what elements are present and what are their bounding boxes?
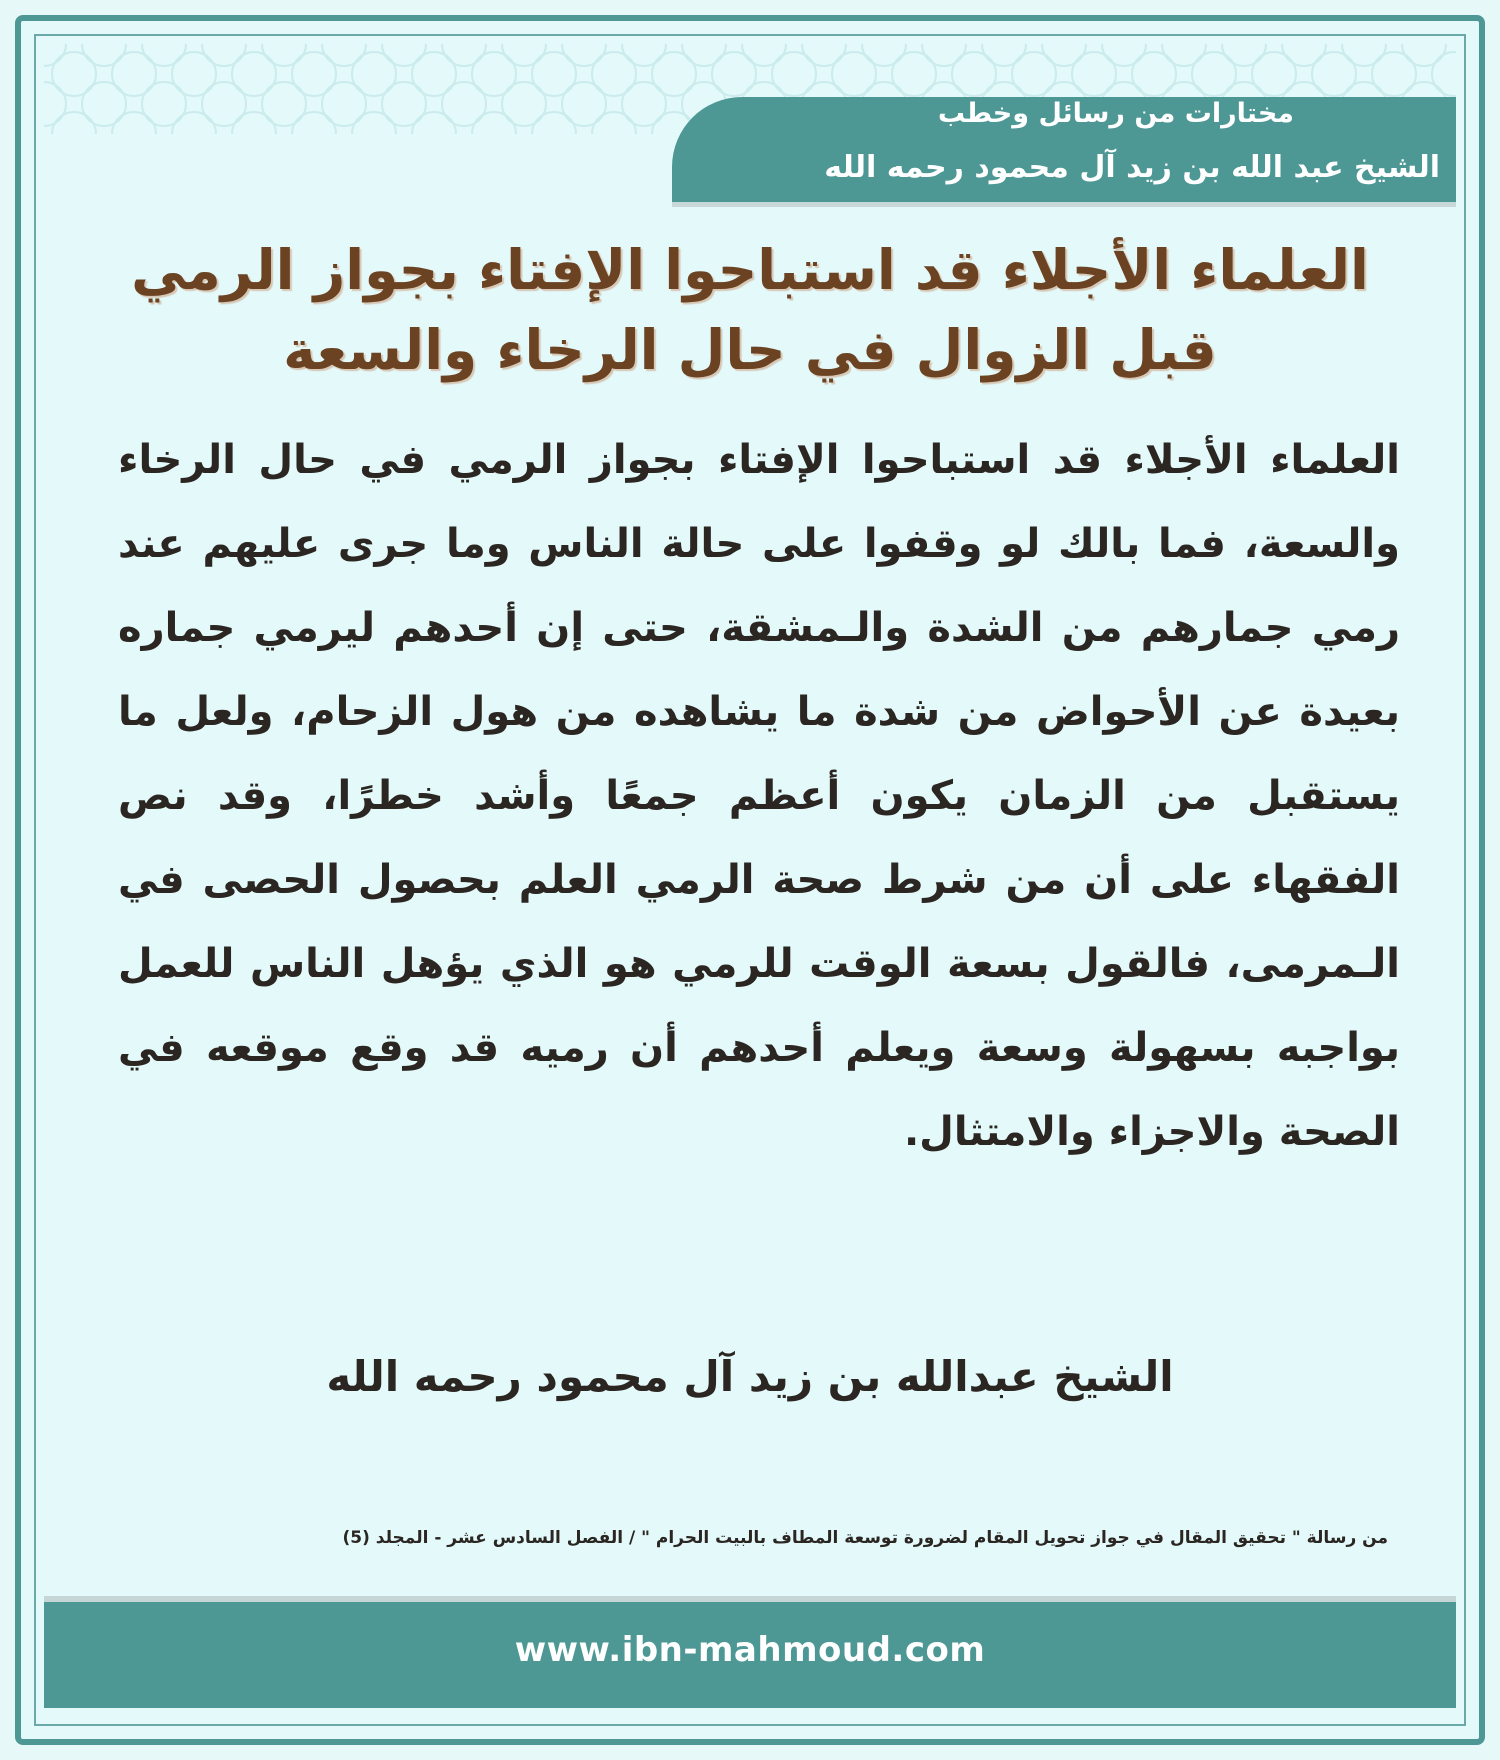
page-title-line-1: العلماء الأجلاء قد استباحوا الإفتاء بجواز الرمي — [131, 238, 1369, 302]
page-title-line-2: قبل الزوال في حال الرخاء والسعة — [283, 318, 1217, 382]
author-signature: الشيخ عبدالله بن زيد آل محمود رحمه الله — [326, 1352, 1174, 1401]
footer-website-link[interactable]: www.ibn-mahmoud.com — [514, 1630, 986, 1670]
header-series-title: مختارات من رسائل وخطب — [937, 98, 1294, 129]
source-citation: من رسالة " تحقيق المقال في جواز تحويل المقام لضرورة توسعة المطاف بالبيت الحرام " / الفصل السادس عشر - المجلد (5) — [342, 1528, 1388, 1548]
header-author-name: الشيخ عبد الله بن زيد آل محمود رحمه الله — [824, 150, 1440, 185]
article-body: العلماء الأجلاء قد استباحوا الإفتاء بجواز الرمي في حال الرخاء والسعة، فما بالك لو وقفوا على حالة الناس وما جرى عليهم عند رمي جمارهم من الشدة والـمشقة، حتى إن أحدهم ليرمي جماره بعيدة عن الأحواض من شدة ما يشاهده من هول الزحام، ولعل ما يستقبل من الزمان يكون أعظم جمعًا وأشد خطرًا، وقد نص الفقهاء على أن من شرط صحة الرمي العلم بحصول الحصى في الـمرمى، فالقول بسعة الوقت للرمي هو الذي يؤهل الناس للعمل بواجبه بسهولة وسعة ويعلم أحدهم أن رميه قد وقع موقعه في الصحة والاجزاء والامتثال. — [118, 437, 1400, 1155]
